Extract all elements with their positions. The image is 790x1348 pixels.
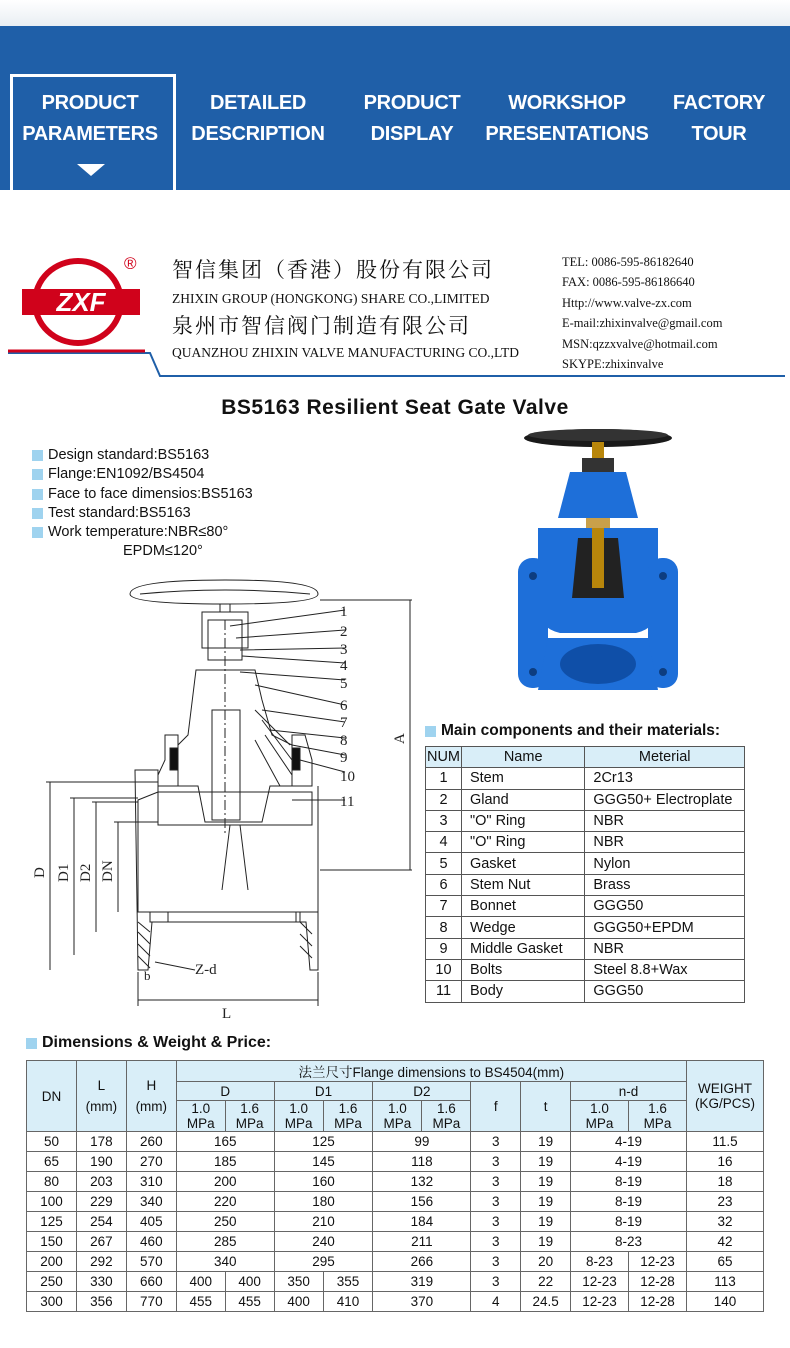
contact-website: Http://www.valve-zx.com: [562, 295, 692, 310]
cell-t: 19: [521, 1192, 571, 1212]
tab-label-line1: WORKSHOP: [508, 92, 626, 114]
cell-d1: 295: [274, 1252, 373, 1272]
divider-lines: [0, 344, 790, 384]
bullet-square-icon: [26, 1038, 37, 1049]
col-name: Name: [461, 747, 584, 768]
col-l-unit: (mm): [85, 1099, 118, 1114]
cell-nd-10: 12-23: [571, 1292, 629, 1312]
dimensions-table: [26, 1060, 764, 1312]
callout-8: 8: [340, 733, 348, 749]
cell-material: Brass: [585, 874, 745, 895]
cell-h: 570: [126, 1252, 176, 1272]
table-row: [27, 1132, 764, 1152]
dimensions-heading: [26, 1034, 271, 1052]
col-f: f: [471, 1082, 521, 1132]
col-h: [126, 1061, 176, 1132]
registered-mark: ®: [124, 254, 137, 273]
pressure-unit: MPa: [186, 1116, 215, 1131]
cell-name: "O" Ring: [461, 810, 584, 831]
active-tab-frame-corner-left: [10, 204, 48, 208]
cell-dn: 50: [27, 1132, 77, 1152]
cell-num: 6: [426, 874, 462, 895]
cell-name: Gasket: [461, 853, 584, 874]
cell-material: NBR: [585, 832, 745, 853]
cell-d1: 160: [274, 1172, 373, 1192]
cell-name: Stem Nut: [461, 874, 584, 895]
contact-msn: MSN:qzzxvalve@hotmail.com: [562, 336, 718, 351]
cell-material: GGG50: [585, 981, 745, 1002]
col-l: [76, 1061, 126, 1132]
col-d2: D2: [373, 1082, 471, 1101]
cell-dn: 200: [27, 1252, 77, 1272]
cell-d2: 99: [373, 1132, 471, 1152]
cell-d1: 240: [274, 1232, 373, 1252]
spec-text: Work temperature:NBR≤80°: [48, 524, 229, 541]
col-weight-unit: (KG/PCS): [694, 1096, 755, 1111]
cell-h: 340: [126, 1192, 176, 1212]
cell-d2: 211: [373, 1232, 471, 1252]
cell-nd-16: 12-28: [629, 1272, 687, 1292]
cell-l: 267: [76, 1232, 126, 1252]
col-l-label: L: [97, 1078, 106, 1093]
cell-t: 19: [521, 1172, 571, 1192]
cell-t: 20: [521, 1252, 571, 1272]
cell-f: 4: [471, 1292, 521, 1312]
table-header-row: [426, 747, 745, 768]
cell-l: 292: [76, 1252, 126, 1272]
col-h-label: H: [146, 1078, 157, 1093]
cell-dn: 125: [27, 1212, 77, 1232]
pressure-unit: MPa: [334, 1116, 362, 1131]
cell-d: 165: [176, 1132, 274, 1152]
table-row: [27, 1232, 764, 1252]
cell-f: 3: [471, 1132, 521, 1152]
cell-material: NBR: [585, 810, 745, 831]
callout-2: 2: [340, 624, 348, 640]
cell-d1: 145: [274, 1152, 373, 1172]
cell-d1-16: 355: [323, 1272, 373, 1292]
dim-label-d2: D2: [78, 863, 94, 882]
dimensions-title: Dimensions & Weight & Price:: [42, 1034, 272, 1051]
tab-product-parameters[interactable]: [22, 88, 158, 150]
cell-h: 310: [126, 1172, 176, 1192]
cell-d: 200: [176, 1172, 274, 1192]
cell-nd: 8-19: [571, 1172, 687, 1192]
cell-t: 19: [521, 1132, 571, 1152]
valve-section-drawing: [0, 560, 420, 1020]
tab-label-line1: PRODUCT: [363, 92, 461, 114]
cell-f: 3: [471, 1152, 521, 1172]
cell-weight: 113: [686, 1272, 763, 1292]
table-row: [27, 1292, 764, 1312]
cell-d: 250: [176, 1212, 274, 1232]
cell-f: 3: [471, 1272, 521, 1292]
cell-h: 405: [126, 1212, 176, 1232]
table-row: [426, 981, 745, 1002]
contact-email: E-mail:zhixinvalve@gmail.com: [562, 316, 723, 331]
cell-material: GGG50: [585, 896, 745, 917]
cell-name: Gland: [461, 789, 584, 810]
cell-t: 22: [521, 1272, 571, 1292]
components-title: Main components and their materials:: [441, 722, 721, 739]
company-name-cn-1: 智信集团（香港）股份有限公司: [172, 258, 494, 282]
pressure-value: 1.6: [436, 1101, 456, 1116]
callout-4: 4: [340, 658, 348, 674]
tab-label-line1: FACTORY: [672, 92, 766, 114]
tab-label-line1: PRODUCT: [41, 92, 139, 114]
tab-factory-tour[interactable]: [664, 88, 774, 150]
top-fade: [0, 0, 790, 26]
cell-l: 178: [76, 1132, 126, 1152]
cell-nd: 8-23: [571, 1232, 687, 1252]
cell-l: 356: [76, 1292, 126, 1312]
table-row: [27, 1192, 764, 1212]
cell-d-16: 455: [225, 1292, 274, 1312]
cell-f: 3: [471, 1192, 521, 1212]
cell-weight: 140: [686, 1292, 763, 1312]
cell-d-10: 455: [176, 1292, 225, 1312]
cell-weight: 65: [686, 1252, 763, 1272]
cell-name: Bonnet: [461, 896, 584, 917]
cell-dn: 300: [27, 1292, 77, 1312]
col-d1: D1: [274, 1082, 373, 1101]
cell-d1: 210: [274, 1212, 373, 1232]
cell-num: 10: [426, 959, 462, 980]
cell-num: 2: [426, 789, 462, 810]
tab-label-line2: DISPLAY: [370, 123, 454, 145]
col-d: D: [176, 1082, 274, 1101]
cell-nd: 4-19: [571, 1152, 687, 1172]
cell-material: GGG50+EPDM: [585, 917, 745, 938]
callout-6: 6: [340, 698, 348, 714]
bullet-square-icon: [32, 527, 43, 538]
gate-valve-image: [508, 428, 688, 708]
spec-epdm: EPDM≤120°: [123, 543, 203, 560]
cell-name: Stem: [461, 768, 584, 789]
active-tab-frame-corner-right: [130, 204, 173, 208]
col-pressure-p10a: [571, 1101, 629, 1132]
cell-dn: 65: [27, 1152, 77, 1172]
table-row: [426, 896, 745, 917]
col-t: t: [521, 1082, 571, 1132]
cell-num: 1: [426, 768, 462, 789]
svg-text:ZXF: ZXF: [56, 287, 106, 317]
spec-text: Test standard:BS5163: [48, 504, 191, 521]
col-weight: [686, 1061, 763, 1132]
table-row: [426, 938, 745, 959]
cell-material: Nylon: [585, 853, 745, 874]
cell-nd-16: 12-28: [629, 1292, 687, 1312]
cell-nd-10: 8-23: [571, 1252, 629, 1272]
cell-d2: 370: [373, 1292, 471, 1312]
table-row: [426, 768, 745, 789]
cell-t: 24.5: [521, 1292, 571, 1312]
table-row: [426, 917, 745, 938]
cell-d2: 132: [373, 1172, 471, 1192]
cell-name: Wedge: [461, 917, 584, 938]
col-pressure-p16a: [225, 1101, 274, 1132]
cell-num: 5: [426, 853, 462, 874]
cell-name: Body: [461, 981, 584, 1002]
cell-nd-10: 12-23: [571, 1272, 629, 1292]
spec-text: Flange:EN1092/BS4504: [48, 466, 205, 483]
cell-num: 8: [426, 917, 462, 938]
col-pressure-p16a: [422, 1101, 471, 1132]
col-pressure-p10a: [176, 1101, 225, 1132]
cell-f: 3: [471, 1232, 521, 1252]
cell-material: GGG50+ Electroplate: [585, 789, 745, 810]
product-title: BS5163 Resilient Seat Gate Valve: [221, 396, 569, 419]
cell-l: 254: [76, 1212, 126, 1232]
cell-f: 3: [471, 1252, 521, 1272]
bullet-square-icon: [32, 508, 43, 519]
dim-label-b: b: [144, 968, 151, 983]
cell-nd: 8-19: [571, 1192, 687, 1212]
cell-name: Middle Gasket: [461, 938, 584, 959]
callout-3: 3: [340, 642, 348, 658]
table-row: [426, 874, 745, 895]
cell-dn: 150: [27, 1232, 77, 1252]
cell-weight: 18: [686, 1172, 763, 1192]
cell-d2: 319: [373, 1272, 471, 1292]
col-pressure-p16a: [629, 1101, 687, 1132]
cell-f: 3: [471, 1172, 521, 1192]
company-logo: [20, 256, 150, 348]
cell-d: 285: [176, 1232, 274, 1252]
cell-dn: 80: [27, 1172, 77, 1192]
callout-1: 1: [340, 604, 348, 620]
table-header-row: [27, 1061, 764, 1082]
technical-drawing: [0, 560, 420, 1025]
col-pressure-p10a: [274, 1101, 323, 1132]
spec-text: Design standard:BS5163: [48, 447, 210, 463]
cell-nd: 8-19: [571, 1212, 687, 1232]
cell-d1: 125: [274, 1132, 373, 1152]
cell-h: 460: [126, 1232, 176, 1252]
spec-list: [32, 446, 253, 562]
callout-10: 10: [340, 769, 355, 785]
cell-d: 185: [176, 1152, 274, 1172]
cell-t: 19: [521, 1152, 571, 1172]
tab-label-line2: TOUR: [691, 123, 747, 145]
dim-label-d: D: [32, 867, 48, 878]
cell-h: 660: [126, 1272, 176, 1292]
cell-d2: 156: [373, 1192, 471, 1212]
pressure-value: 1.0: [590, 1101, 609, 1116]
spec-item: [32, 523, 253, 542]
cell-weight: 32: [686, 1212, 763, 1232]
tab-detailed-description[interactable]: [188, 88, 328, 150]
table-row: [27, 1272, 764, 1292]
spec-text: Face to face dimensios:BS5163: [48, 485, 253, 502]
pressure-value: 1.0: [289, 1101, 308, 1116]
table-row: [27, 1152, 764, 1172]
spec-item: [32, 504, 253, 523]
cell-d: 220: [176, 1192, 274, 1212]
tab-label-line1: DETAILED: [209, 92, 307, 114]
cell-h: 770: [126, 1292, 176, 1312]
cell-d2: 184: [373, 1212, 471, 1232]
contact-fax: FAX: 0086-595-86186640: [562, 275, 695, 290]
bullet-square-icon: [32, 489, 43, 500]
cell-d1: 180: [274, 1192, 373, 1212]
dim-label-l: L: [222, 1006, 232, 1020]
cell-d1-10: 400: [274, 1292, 323, 1312]
cell-dn: 250: [27, 1272, 77, 1292]
table-row: [426, 789, 745, 810]
cell-l: 330: [76, 1272, 126, 1292]
bullet-square-icon: [32, 450, 43, 461]
table-row: [27, 1252, 764, 1272]
cell-material: 2Cr13: [585, 768, 745, 789]
cell-t: 19: [521, 1212, 571, 1232]
col-h-unit: (mm): [135, 1099, 168, 1114]
cell-l: 229: [76, 1192, 126, 1212]
col-flange-group: 法兰尺寸Flange dimensions to BS4504(mm): [176, 1061, 686, 1082]
table-row: [426, 853, 745, 874]
cell-h: 270: [126, 1152, 176, 1172]
pressure-value: 1.6: [338, 1101, 358, 1116]
callout-7: 7: [340, 715, 348, 731]
cell-d2: 118: [373, 1152, 471, 1172]
callout-9: 9: [340, 750, 348, 766]
company-name-en-2: QUANZHOU ZHIXIN VALVE MANUFACTURING CO.,LTD: [172, 345, 520, 360]
cell-name: Bolts: [461, 959, 584, 980]
cell-dn: 100: [27, 1192, 77, 1212]
tab-label-line2: PARAMETERS: [22, 123, 158, 145]
company-name-cn-2: 泉州市智信阀门制造有限公司: [172, 314, 471, 338]
callout-11: 11: [340, 794, 355, 810]
table-row: [426, 959, 745, 980]
pressure-unit: MPa: [235, 1116, 264, 1131]
cell-name: "O" Ring: [461, 832, 584, 853]
pressure-unit: MPa: [643, 1116, 672, 1131]
table-row: [27, 1212, 764, 1232]
spec-item: [32, 446, 253, 465]
contact-tel: TEL: 0086-595-86182640: [562, 255, 694, 269]
cell-num: 3: [426, 810, 462, 831]
tab-bar: [0, 26, 790, 190]
col-nd: n-d: [571, 1082, 687, 1101]
tab-label-line2: DESCRIPTION: [191, 123, 325, 145]
pressure-value: 1.0: [191, 1101, 211, 1116]
spec-item: [32, 465, 253, 484]
dim-label-a: A: [392, 733, 408, 744]
dim-label-dn: DN: [100, 860, 116, 882]
table-row: [27, 1172, 764, 1192]
components-table: [425, 746, 745, 1003]
table-row: [426, 810, 745, 831]
cell-weight: 11.5: [686, 1132, 763, 1152]
active-caret-icon: [77, 164, 105, 176]
col-dn: DN: [27, 1061, 77, 1132]
dim-label-zd: Z-d: [195, 962, 217, 978]
cell-f: 3: [471, 1212, 521, 1232]
pressure-unit: MPa: [432, 1116, 461, 1131]
cell-num: 9: [426, 938, 462, 959]
dim-label-d1: D1: [56, 863, 72, 882]
cell-nd-16: 12-23: [629, 1252, 687, 1272]
cell-material: NBR: [585, 938, 745, 959]
cell-l: 203: [76, 1172, 126, 1192]
table-row: [426, 832, 745, 853]
pressure-value: 1.6: [240, 1101, 260, 1116]
pressure-value: 1.6: [648, 1101, 667, 1116]
bullet-square-icon: [425, 726, 436, 737]
pressure-unit: MPa: [585, 1116, 614, 1131]
cell-d-10: 400: [176, 1272, 225, 1292]
pressure-value: 1.0: [388, 1101, 407, 1116]
company-name-en-1: ZHIXIN GROUP (HONGKONG) SHARE CO.,LIMITED: [172, 291, 490, 306]
valve-photo: [508, 428, 688, 713]
cell-d-16: 400: [225, 1272, 274, 1292]
cell-d1-16: 410: [323, 1292, 373, 1312]
col-weight-label: WEIGHT: [697, 1081, 752, 1096]
tab-workshop-presentations[interactable]: [484, 88, 650, 150]
cell-l: 190: [76, 1152, 126, 1172]
callout-5: 5: [340, 676, 348, 692]
cell-nd: 4-19: [571, 1132, 687, 1152]
pressure-unit: MPa: [284, 1116, 313, 1131]
bullet-square-icon: [32, 469, 43, 480]
cell-d1-10: 350: [274, 1272, 323, 1292]
spec-item: [32, 485, 253, 504]
cell-weight: 42: [686, 1232, 763, 1252]
col-material: Meterial: [585, 747, 745, 768]
components-heading: [425, 722, 720, 740]
cell-t: 19: [521, 1232, 571, 1252]
cell-weight: 23: [686, 1192, 763, 1212]
tab-label-line2: PRESENTATIONS: [485, 123, 649, 145]
contact-skype: SKYPE:zhixinvalve: [562, 357, 664, 372]
col-pressure-p10a: [373, 1101, 422, 1132]
cell-h: 260: [126, 1132, 176, 1152]
cell-num: 7: [426, 896, 462, 917]
col-pressure-p16a: [323, 1101, 373, 1132]
cell-material: Steel 8.8+Wax: [585, 959, 745, 980]
cell-d: 340: [176, 1252, 274, 1272]
cell-weight: 16: [686, 1152, 763, 1172]
cell-d2: 266: [373, 1252, 471, 1272]
pressure-unit: MPa: [383, 1116, 412, 1131]
cell-num: 4: [426, 832, 462, 853]
col-num: NUM: [426, 747, 462, 768]
tab-product-display[interactable]: [352, 88, 472, 150]
cell-num: 11: [426, 981, 462, 1002]
